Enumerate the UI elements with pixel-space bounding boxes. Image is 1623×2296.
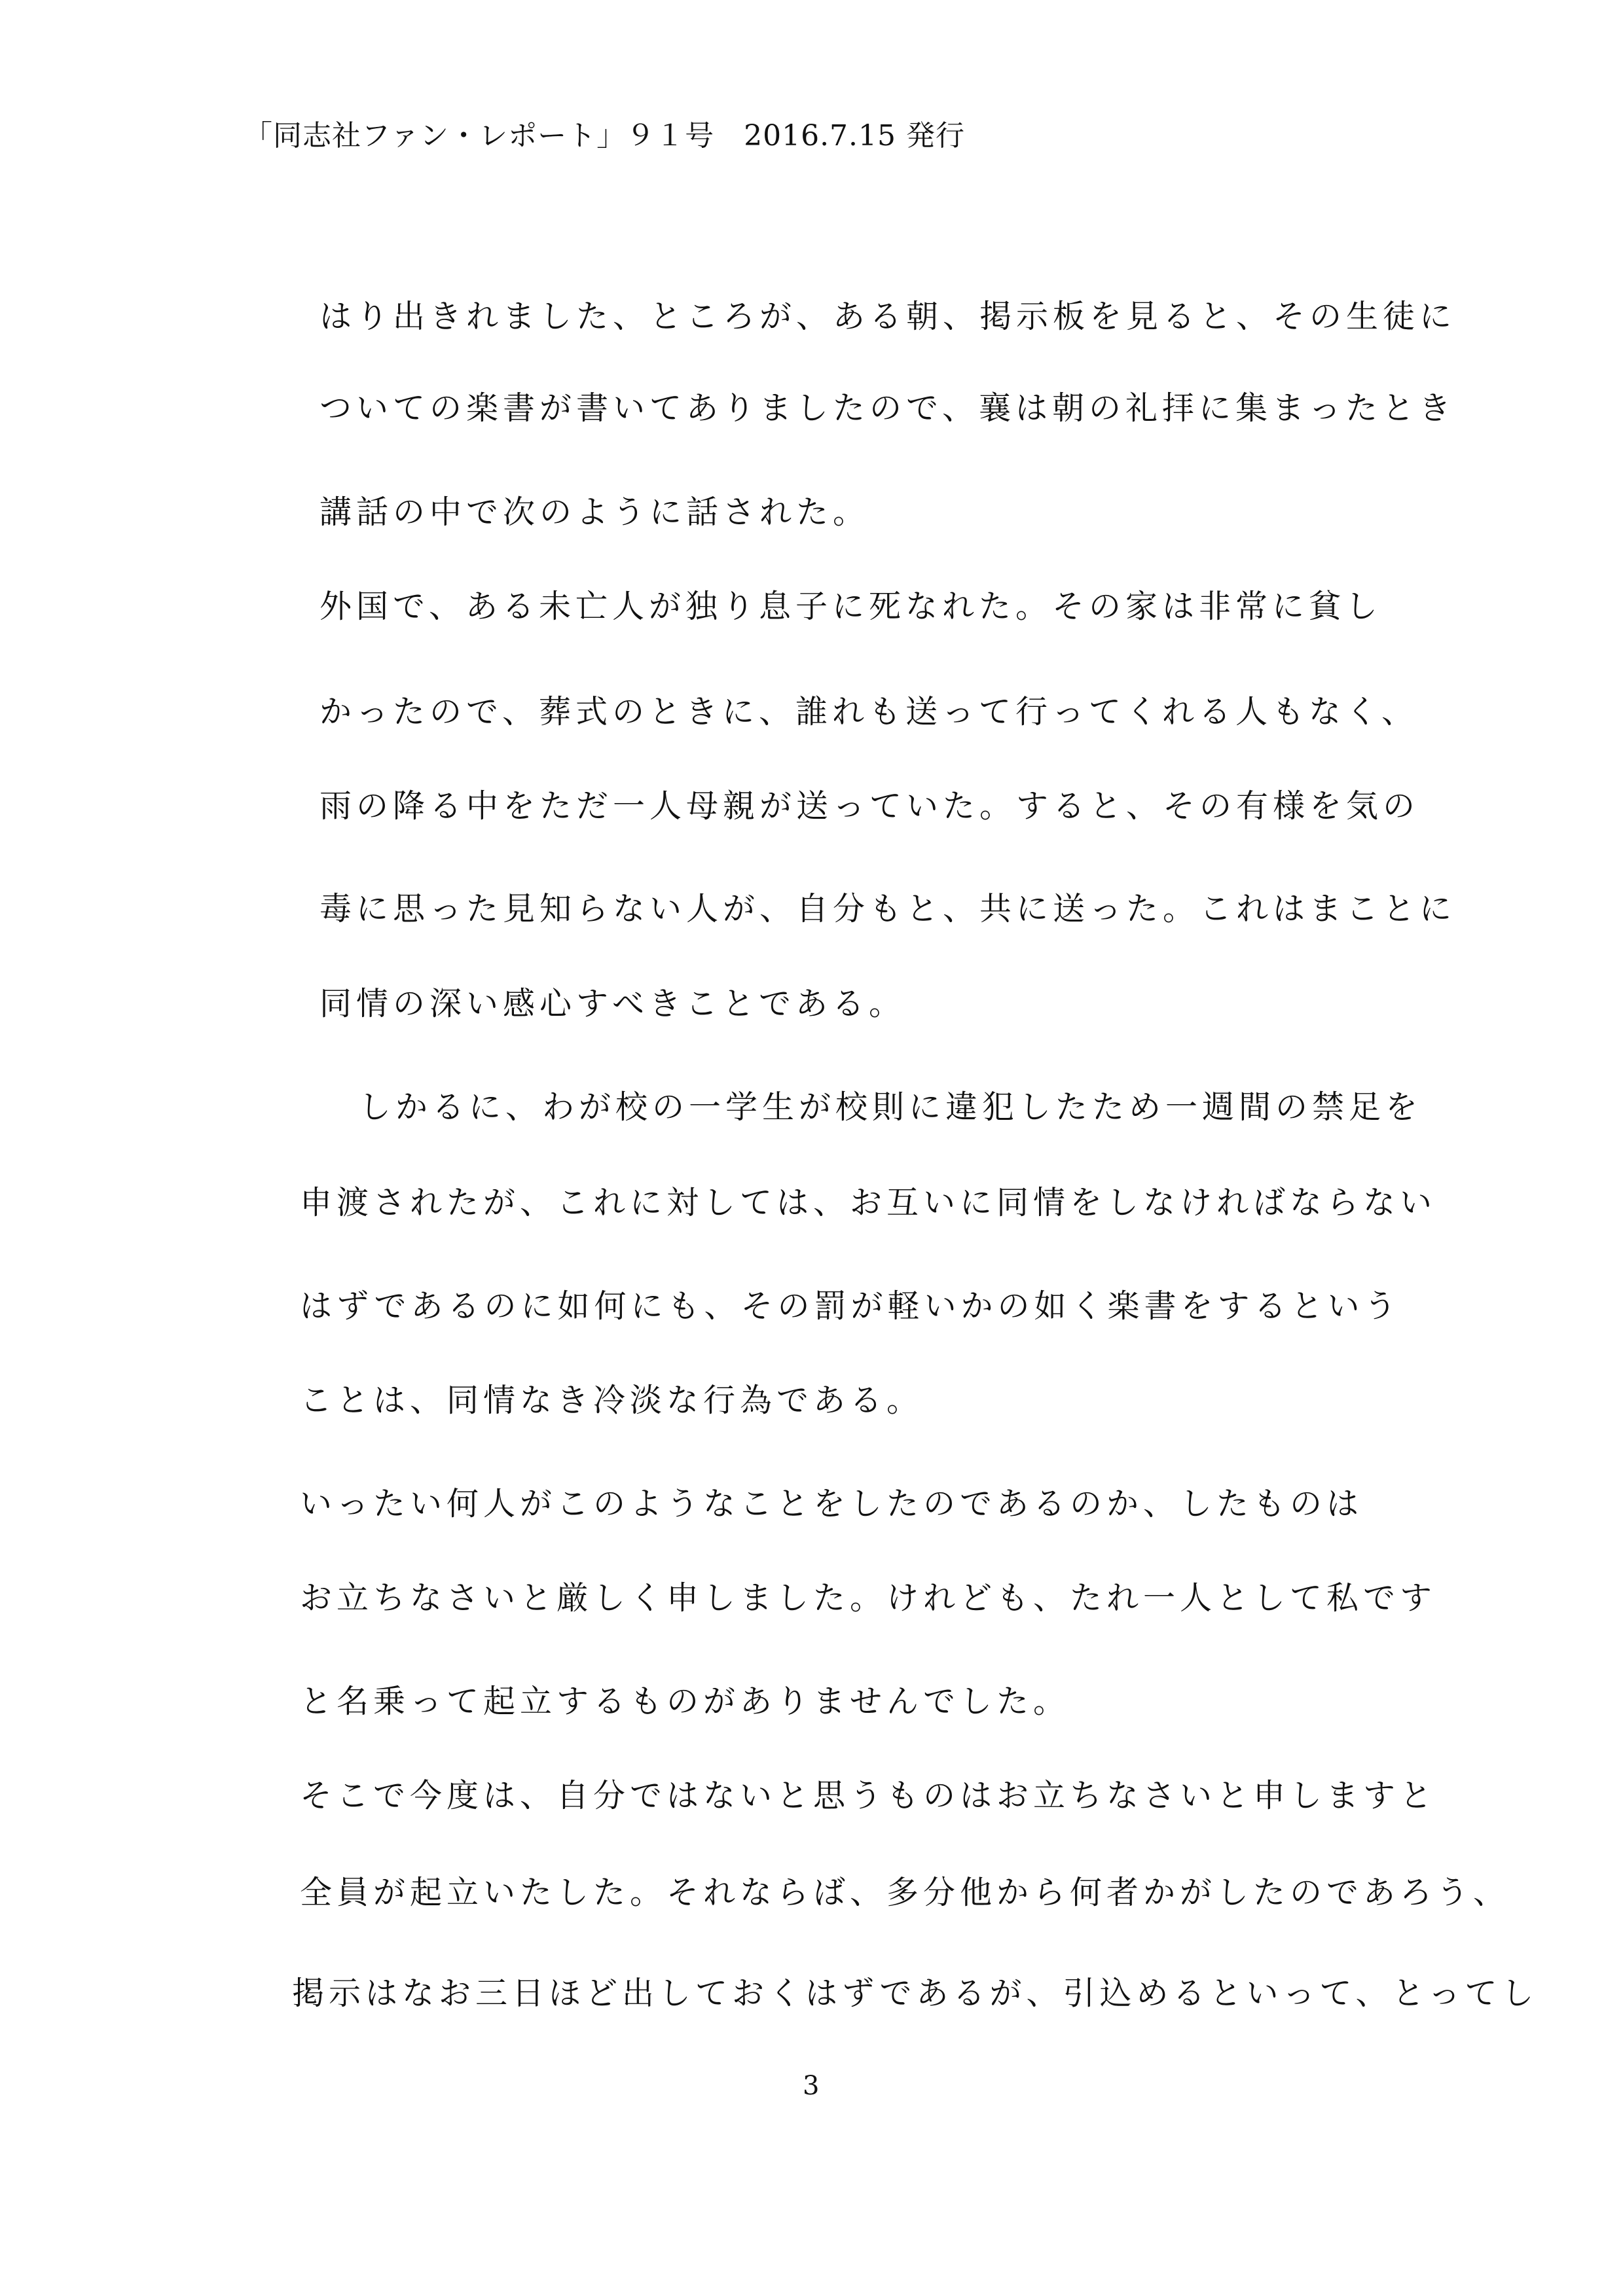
text-line: 雨の降る中をただ一人母親が送っていた。すると、その有様を気の: [319, 787, 1420, 825]
text-line: かったので、葬式のときに、誰れも送って行ってくれる人もなく、: [319, 693, 1419, 730]
text-line: はずであるのに如何にも、その罰が軽いかの如く楽書をするという: [300, 1287, 1401, 1325]
text-line: 同情の深い感心すべきことである。: [319, 985, 906, 1022]
issued-label: 発行: [906, 119, 966, 152]
text-line: 全員が起立いたした。それならば、多分他から何者かがしたのであろう、: [300, 1874, 1510, 1911]
text-line: 掲示はなお三日ほど出しておくはずであるが、引込めるといって、とってし: [292, 1975, 1539, 2012]
text-line: いったい何人がこのようなことをしたのであるのか、したものは: [300, 1485, 1364, 1522]
issue-date: 2016.7.15: [744, 119, 897, 152]
page-header: [244, 117, 965, 156]
header-spacer: [714, 119, 744, 152]
text-line: ことは、同情なき冷淡な行為である。: [300, 1382, 924, 1419]
text-line: と名乗って起立するものがありませんでした。: [300, 1683, 1070, 1720]
text-line-indented: しかるに、わが校の一学生が校則に違犯したため一週間の禁足を: [359, 1088, 1423, 1126]
text-line: ついての楽書が書いてありましたので、襄は朝の礼拝に集まったとき: [319, 389, 1456, 427]
text-line: 外国で、ある未亡人が独り息子に死なれた。その家は非常に貧し: [319, 588, 1383, 625]
header-spacer: [896, 119, 906, 152]
page-number: 3: [803, 2071, 820, 2101]
text-line: 申渡されたが、これに対しては、お互いに同情をしなければならない: [300, 1184, 1437, 1221]
publication-title: 「同志社ファン・レポート」９１号: [244, 119, 715, 152]
text-line: はり出きれました、ところが、ある朝、掲示板を見ると、その生徒に: [319, 298, 1457, 335]
text-line: お立ちなさいと厳しく申しました。けれども、たれ一人として私です: [300, 1579, 1437, 1617]
text-line: 毒に思った見知らない人が、自分もと、共に送った。これはまことに: [319, 890, 1457, 927]
text-line: そこで今度は、自分ではないと思うものはお立ちなさいと申しますと: [300, 1777, 1437, 1814]
text-line: 講話の中で次のように話された。: [319, 493, 870, 531]
